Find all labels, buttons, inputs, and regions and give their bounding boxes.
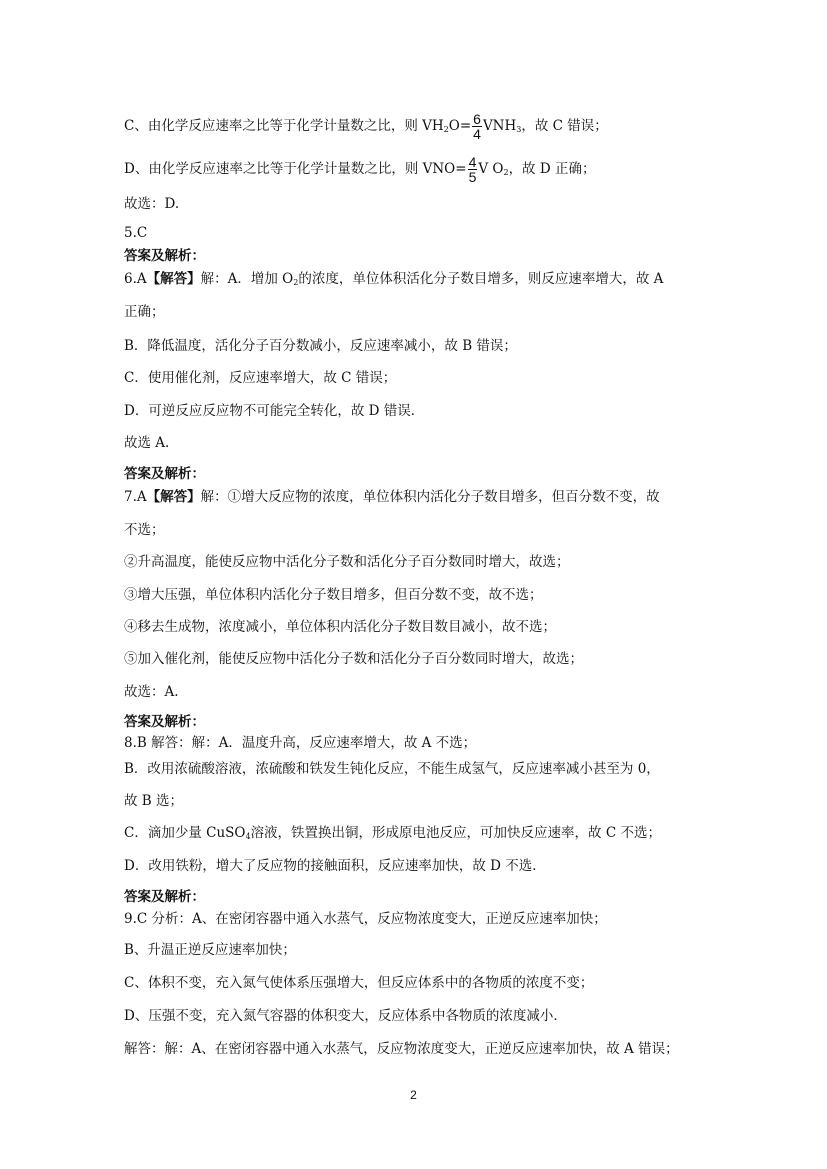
q9-option-b: B、升温正逆反应速率加快； (124, 942, 296, 958)
q8-option-d: D．改用铁粉，增大了反应物的接触面积，反应速率加快，故 D 不选． (124, 858, 546, 874)
text: C、由化学反应速率之比等于化学计量数之比，则 V (124, 118, 432, 134)
answer-heading: 答案及解析： (124, 248, 205, 264)
q7-item-3: ③增大压强，单位体积内活化分子数目增多，但百分数不变，故不选； (124, 587, 543, 603)
denominator: 4 (473, 126, 481, 142)
text: 6.A (124, 271, 147, 287)
answer-tag: 【解答】 (146, 489, 201, 505)
q7-choice: 故选：A. (124, 684, 179, 700)
answer-heading: 答案及解析： (124, 466, 205, 482)
q9-option-c: C、体积不变，充入氮气使体系压强增大，但反应体系中的各物质的浓度不变； (124, 975, 594, 991)
subscript: 4 (245, 832, 251, 841)
q7-item-4: ④移去生成物，浓度减小，单位体积内活化分子数目数目减小，故不选； (124, 619, 556, 635)
text: D、由化学反应速率之比等于化学计量数之比，则 VNO= (124, 161, 467, 177)
text: ，故 C 错误； (521, 118, 608, 134)
text: 溶液，铁置换出铜，形成原电池反应，可加快反应速率，故 C 不选； (250, 825, 661, 841)
answer-heading: 答案及解析： (124, 889, 205, 905)
q8-option-c (124, 824, 661, 846)
q7-item-5: ⑤加入催化剂，能使反应物中活化分子数和活化分子百分数同时增大，故选； (124, 651, 583, 667)
denominator: 5 (468, 169, 477, 185)
q8-line1: 8.B 解答：解：A．温度升高，反应速率增大，故 A 不选； (124, 735, 477, 751)
text: H (431, 118, 444, 134)
fraction (472, 112, 482, 141)
q6-line1 (124, 270, 663, 292)
answer-tag: 【解答】 (146, 271, 201, 287)
fraction (468, 155, 478, 184)
q8-option-b-cont: 故 B 选； (124, 793, 184, 809)
page-number: 2 (410, 1088, 417, 1102)
q6-option-c: C．使用催化剂，反应速率增大，故 C 错误； (124, 370, 397, 386)
subscript: 2 (443, 125, 449, 134)
q4-choice: 故选：D. (124, 196, 180, 212)
q7-item-2: ②升高温度，能使反应物中活化分子数和活化分子百分数同时增大，故选； (124, 554, 570, 570)
text: 7.A (124, 489, 147, 505)
text: O= (448, 118, 472, 134)
text: ，故 D 正确； (508, 161, 596, 177)
text: 解：A．增加 O (200, 271, 294, 287)
q9-option-d: D、压强不变，充入氮气容器的体积变大，反应体系中各物质的浓度减小． (124, 1008, 567, 1024)
q8-option-b: B．改用浓硫酸溶液，浓硫酸和铁发生钝化反应，不能生成氢气，反应速率减小甚至为 0， (124, 761, 660, 777)
q4-option-c (124, 112, 608, 141)
q6-line2: 正确； (124, 304, 165, 320)
text: 解：①增大反应物的浓度，单位体积内活化分子数目增多，但百分数不变，故 (200, 489, 660, 505)
q9-line1: 9.C 分析：A、在密闭容器中通入水蒸气，反应物浓度变大，正逆反应速率加快； (124, 911, 607, 927)
subscript: 2 (503, 168, 509, 177)
text: C．滴加少量 CuSO (124, 825, 246, 841)
q6-option-b: B．降低温度，活化分子百分数减小，反应速率减小，故 B 错误； (124, 338, 517, 354)
subscript: 3 (516, 125, 522, 134)
numerator: 4 (468, 154, 477, 170)
q9-answer-a: 解答：解：A、在密闭容器中通入水蒸气，反应物浓度变大，正逆反应速率加快，故 A 错误； (124, 1041, 679, 1057)
q7-line2: 不选； (124, 522, 165, 538)
q7-line1 (124, 488, 660, 506)
text: VNH (482, 118, 517, 134)
text: 的浓度，单位体积活化分子数目增多，则反应速率增大，故 A (298, 271, 664, 287)
answer-heading: 答案及解析： (124, 714, 205, 730)
numerator: 6 (473, 111, 481, 127)
q5-answer: 5.C (124, 225, 148, 241)
subscript: 2 (293, 278, 299, 287)
q4-option-d (124, 155, 595, 184)
q6-choice: 故选 A. (124, 435, 170, 451)
text: V O (478, 161, 504, 177)
q6-option-d: D．可逆反应反应物不可能完全转化，故 D 错误． (124, 403, 425, 419)
